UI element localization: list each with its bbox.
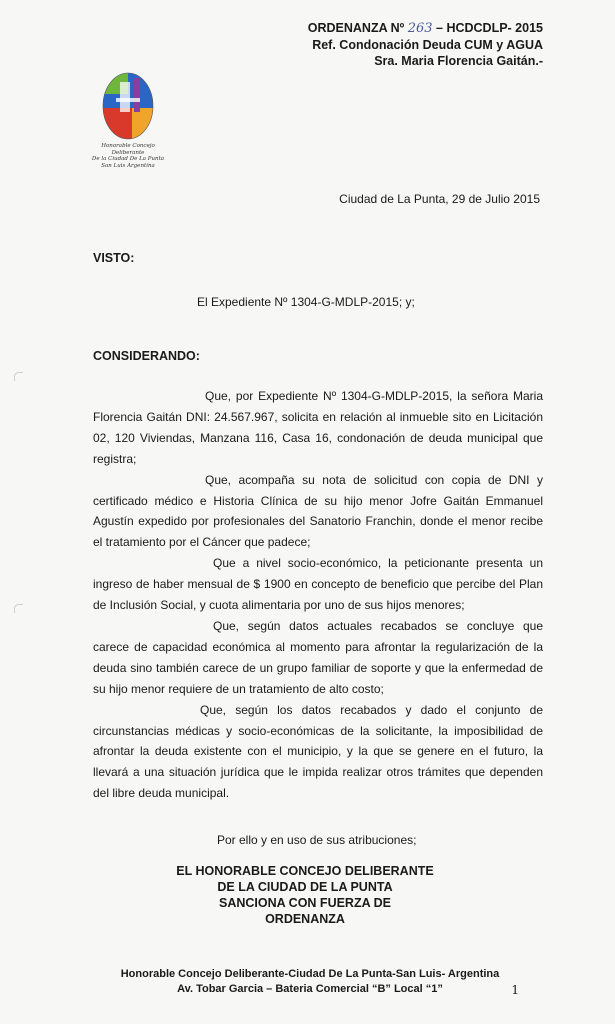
considerando-heading: CONSIDERANDO: — [93, 349, 200, 363]
ordenanza-suffix: – HCDCDLP- 2015 — [436, 21, 543, 35]
considerando-paragraph: Que, acompaña su nota de solicitud con copia de DNI y certificado médico e Historia Clínica de su hijo menor Jofre Gaitán Emmanuel Agustín expedido por profesionales del Sanatorio Franchin, donde el menor recibe el tratamiento por el Cáncer que padece; — [93, 472, 543, 550]
closing-line: Por ello y en uso de sus atribuciones; — [217, 833, 417, 847]
document-header — [308, 20, 543, 69]
resolution-line: EL HONORABLE CONCEJO DELIBERANTE — [176, 864, 434, 878]
considerando-paragraph: Que a nivel socio-económico, la peticionante presenta un ingreso de haber mensual de $ 1900 en concepto de beneficio que percibe del Plan de Inclusión Social, y cuota alimentaria por uno de sus hijos menores; — [93, 556, 543, 613]
date-line: Ciudad de La Punta, 29 de Julio 2015 — [339, 192, 540, 206]
visto-heading: VISTO: — [93, 251, 135, 265]
considerando-paragraph: Que, según datos actuales recabados se concluye que carece de capacidad económica al momento para afrontar la regularización de la deuda sino también carece de un grupo familiar de soporte y que la enfermedad de su hijo menor requiere de un tratamiento de alto costo; — [93, 618, 543, 696]
document-footer — [60, 967, 560, 997]
ordenanza-prefix: ORDENANZA Nº — [307, 21, 405, 35]
resolution-line: DE LA CIUDAD DE LA PUNTA — [217, 880, 393, 894]
visto-text: El Expediente Nº 1304-G-MDLP-2015; y; — [197, 295, 415, 309]
resolution-line: ORDENANZA — [265, 912, 345, 926]
resolution-line: SANCIONA CON FUERZA DE — [219, 896, 391, 910]
logo-caption — [90, 143, 166, 169]
resolution-block — [170, 863, 440, 927]
logo-caption-line: De la Ciudad De La Punta — [91, 156, 165, 162]
logo-caption-line: San Luis Argentina — [101, 162, 155, 169]
margin-mark — [14, 604, 23, 613]
considerando-paragraph: Que, según los datos recabados y dado el conjunto de circunstancias médicas y socio-económicas de la solicitante, la imposibilidad de afrontar la deuda existente con el municipio, y la que se genere en el futuro, la llevará a una situación jurídica que le impida realizar otros trámites que dependen del libre deuda municipal. — [93, 702, 543, 801]
considerando-paragraph: Que, por Expediente Nº 1304-G-MDLP-2015, la señora Maria Florencia Gaitán DNI: 24.567.967, solicita en relación al inmueble sito en Licitación 02, 120 Viviendas, Manzana 116, Casa 16, condonación de deuda municipal que registra; — [93, 389, 543, 466]
ordenanza-line — [308, 20, 543, 37]
considerando-body — [93, 386, 543, 804]
footer-line: Honorable Concejo Deliberante-Ciudad De La Punta-San Luis- Argentina — [120, 968, 500, 980]
logo-caption-line: Honorable Concejo Deliberante — [101, 143, 155, 156]
margin-mark — [14, 372, 23, 381]
ordenanza-number: 263 — [407, 21, 433, 36]
footer-line: Av. Tobar Garcia – Bateria Comercial “B” Local “1” — [177, 983, 443, 995]
page-number: 1 — [511, 983, 519, 997]
reference-line: Ref. Condonación Deuda CUM y AGUA — [312, 38, 543, 52]
recipient-line: Sra. Maria Florencia Gaitán.- — [374, 54, 543, 68]
